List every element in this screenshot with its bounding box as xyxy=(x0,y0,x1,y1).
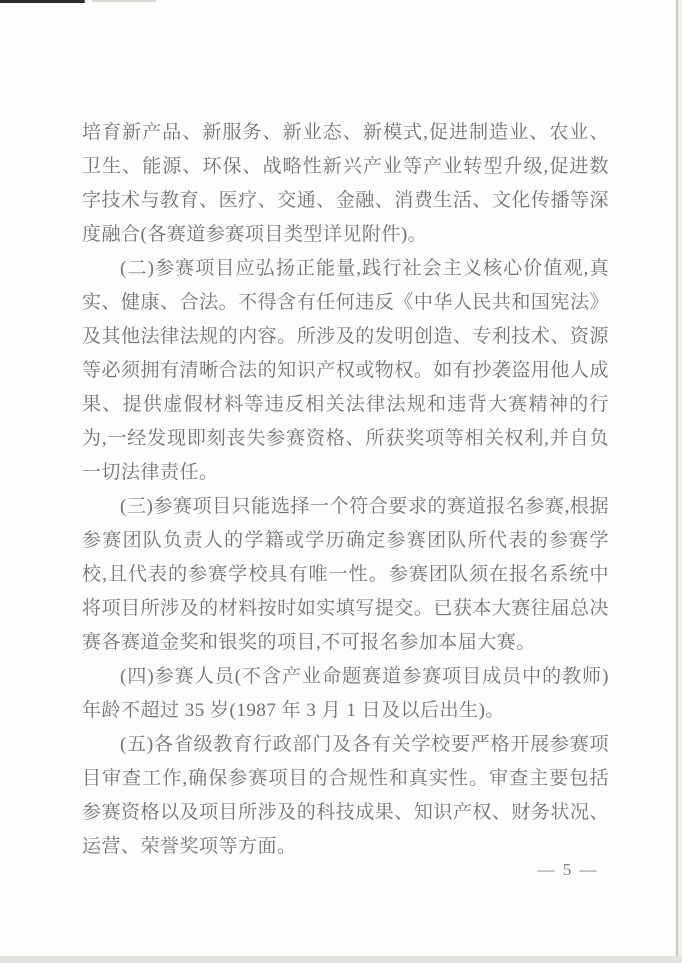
paragraph-item-2: (二)参赛项目应弘扬正能量,践行社会主义核心价值观,真实、健康、合法。不得含有任何违反《中华人民共和国宪法》及其他法律法规的内容。所涉及的发明创造、专利技术、资源等必须拥有清晰合法的知识产权或物权。如有抄袭盗用他人成果、提供虚假材料等违反相关法律法规和违背大赛精神的行为,一经发现即刻丧失参赛资格、所获奖项等相关权利,并自负一切法律责任。 xyxy=(82,258,609,483)
scan-edge-bottom-band xyxy=(0,956,682,963)
page-number: — 5 — xyxy=(537,860,599,879)
paragraph-continuation: 培育新产品、新服务、新业态、新模式,促进制造业、农业、卫生、能源、环保、战略性新兴产业等产业转型升级,促进数字技术与教育、医疗、交通、金融、消费生活、文化传播等深度融合(各赛道参赛项目类型详见附件)。 xyxy=(82,122,609,245)
scan-edge-shade-right xyxy=(678,0,682,957)
paragraph-item-4: (四)参赛人员(不含产业命题赛道参赛项目成员中的教师)年龄不超过 35 岁(1987 年 3 月 1 日及以后出生)。 xyxy=(82,666,609,721)
document-body xyxy=(82,116,609,864)
paragraph-item-3: (三)参赛项目只能选择一个符合要求的赛道报名参赛,根据参赛团队负责人的学籍或学历确定参赛团队所代表的参赛学校,且代表的参赛学校具有唯一性。参赛团队须在报名系统中将项目所涉及的材料按时如实填写提交。已获本大赛往届总决赛各赛道金奖和银奖的项目,不可报名参加本届大赛。 xyxy=(82,496,609,653)
scan-edge-line-right xyxy=(676,0,678,957)
scan-smudge-top-left xyxy=(0,0,85,3)
paragraph-item-5: (五)各省级教育行政部门及各有关学校要严格开展参赛项目审查工作,确保参赛项目的合规性和真实性。审查主要包括参赛资格以及项目所涉及的科技成果、知识产权、财务状况、运营、荣誉奖项等方面。 xyxy=(82,734,609,857)
scan-smudge-top-left-faint xyxy=(92,0,156,2)
